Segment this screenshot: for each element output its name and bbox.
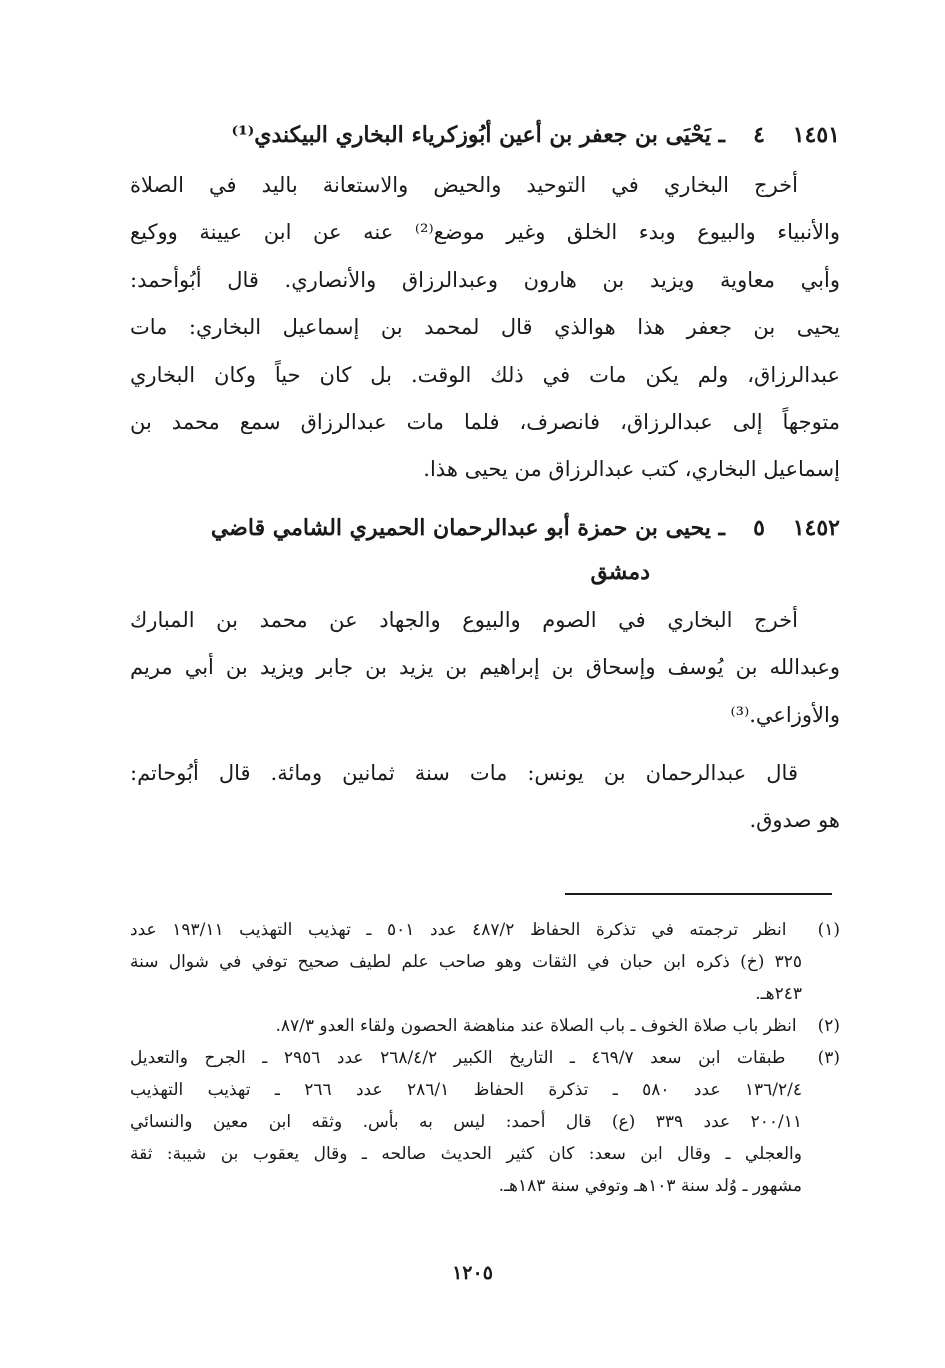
body-line: قال عبدالرحمان بن يونس: مات سنة ثمانين ومائة. قال أبُوحاتم: [130, 761, 798, 785]
footnote-number: (٢) [817, 1016, 840, 1036]
entry-number: ١٤٥١ [792, 122, 840, 148]
entry-body-1452-remark [130, 750, 840, 845]
footnote-number: (١) [817, 920, 840, 940]
body-line: أخرج البخاري في التوحيد والحيض والاستعانة باليد في الصلاة [130, 173, 798, 197]
entry-title: ـ يحيى بن حمزة أبو عبدالرحمان الحميري الشامي قاضي [210, 515, 725, 541]
body-line: عبدالرزاق، ولم يكن مات في ذلك الوقت. بل كان حياً وكان البخاري [130, 362, 840, 387]
footnote-line: ١٣٦/٢/٤ عدد ٥٨٠ ـ تذكرة الحفاظ ٢٨٦/١ عدد ٢٦٦ ـ تهذيب التهذيب [130, 1080, 803, 1100]
page-number: ١٢٠٥ [452, 1262, 493, 1284]
body-line: والأوزاعي.⁽³⁾ [730, 702, 840, 727]
entry-number: ١٤٥٢ [792, 515, 840, 541]
footnote-line: مشهور ـ وُلد سنة ١٠٣هـ وتوفي سنة ١٨٣هـ. [498, 1176, 802, 1196]
footnote-number: (٣) [817, 1048, 840, 1068]
body-line: أخرج البخاري في الصوم والبيوع والجهاد عن محمد بن المبارك [130, 608, 798, 632]
entry-subnumber: ٤ [753, 122, 765, 148]
entry-heading-1452 [130, 505, 840, 597]
entry-title: ـ يَحْيَى بن جعفر بن أعين أبُوزكرياء البخاري البيكندي⁽¹⁾ [231, 122, 725, 148]
footnote-line: ٢٤٣هـ. [755, 984, 802, 1004]
entry-heading-1451 [130, 112, 840, 158]
body-line: متوجهاً إلى عبدالرزاق، فانصرف، فلما مات عبدالرزاق سمع محمد بن [130, 409, 840, 434]
entry-subnumber: ٥ [753, 515, 765, 541]
body-line: والأنبياء والبيوع وبدء الخلق وغير موضع⁽²⁾ عنه عن ابن عيينة ووكيع [130, 220, 840, 245]
entry-body-1452 [130, 597, 840, 739]
body-line: وعبدالله بن يُوسف وإسحاق بن إبراهيم بن يزيد بن جابر ويزيد بن أبي مريم [130, 655, 840, 680]
footnote-line: والعجلي ـ وقال ابن سعد: كان كثير الحديث صالحه ـ وقال يعقوب بن شيبة: ثقة [130, 1144, 802, 1164]
footnote-line: ٢٠٠/١١ عدد ٣٣٩ (ع) قال أحمد: ليس به بأس. وثقه ابن معين والنسائي [130, 1112, 802, 1132]
body-line: هو صدوق. [749, 808, 840, 833]
body-line: وأبي معاوية ويزيد بن هارون وعبدالرزاق والأنصاري. قال أبُوأحمد: [130, 267, 840, 292]
footnotes [130, 914, 840, 1202]
body-line: يحيى بن جعفر هذا هوالذي قال لمحمد بن إسماعيل البخاري: مات [130, 315, 840, 340]
entry-title-continuation: دمشق [590, 559, 650, 585]
footnote-line: (١) انظر ترجمته في تذكرة الحفاظ ٤٨٧/٢ عدد ٥٠١ ـ تهذيب التهذيب ١٩٣/١١ عدد [130, 914, 840, 946]
footnote-line: ٣٢٥ (خ) ذكره ابن حبان في الثقات وهو صاحب علم لطيف صحيح توفي في شوال سنة [130, 952, 802, 972]
footnote-line: (٣) طبقات ابن سعد ٤٦٩/٧ ـ التاريخ الكبير ٢٦٨/٤/٢ عدد ٢٩٥٦ ـ الجرح والتعديل [130, 1042, 840, 1074]
footnote-line: (٢) انظر باب صلاة الخوف ـ باب الصلاة عند مناهضة الحصون ولقاء العدو ٨٧/٣. [130, 1010, 840, 1042]
body-line: إسماعيل البخاري، كتب عبدالرزاق من يحيى هذا. [423, 457, 840, 482]
entry-body-1451 [130, 162, 840, 494]
footnote-separator [565, 893, 832, 895]
